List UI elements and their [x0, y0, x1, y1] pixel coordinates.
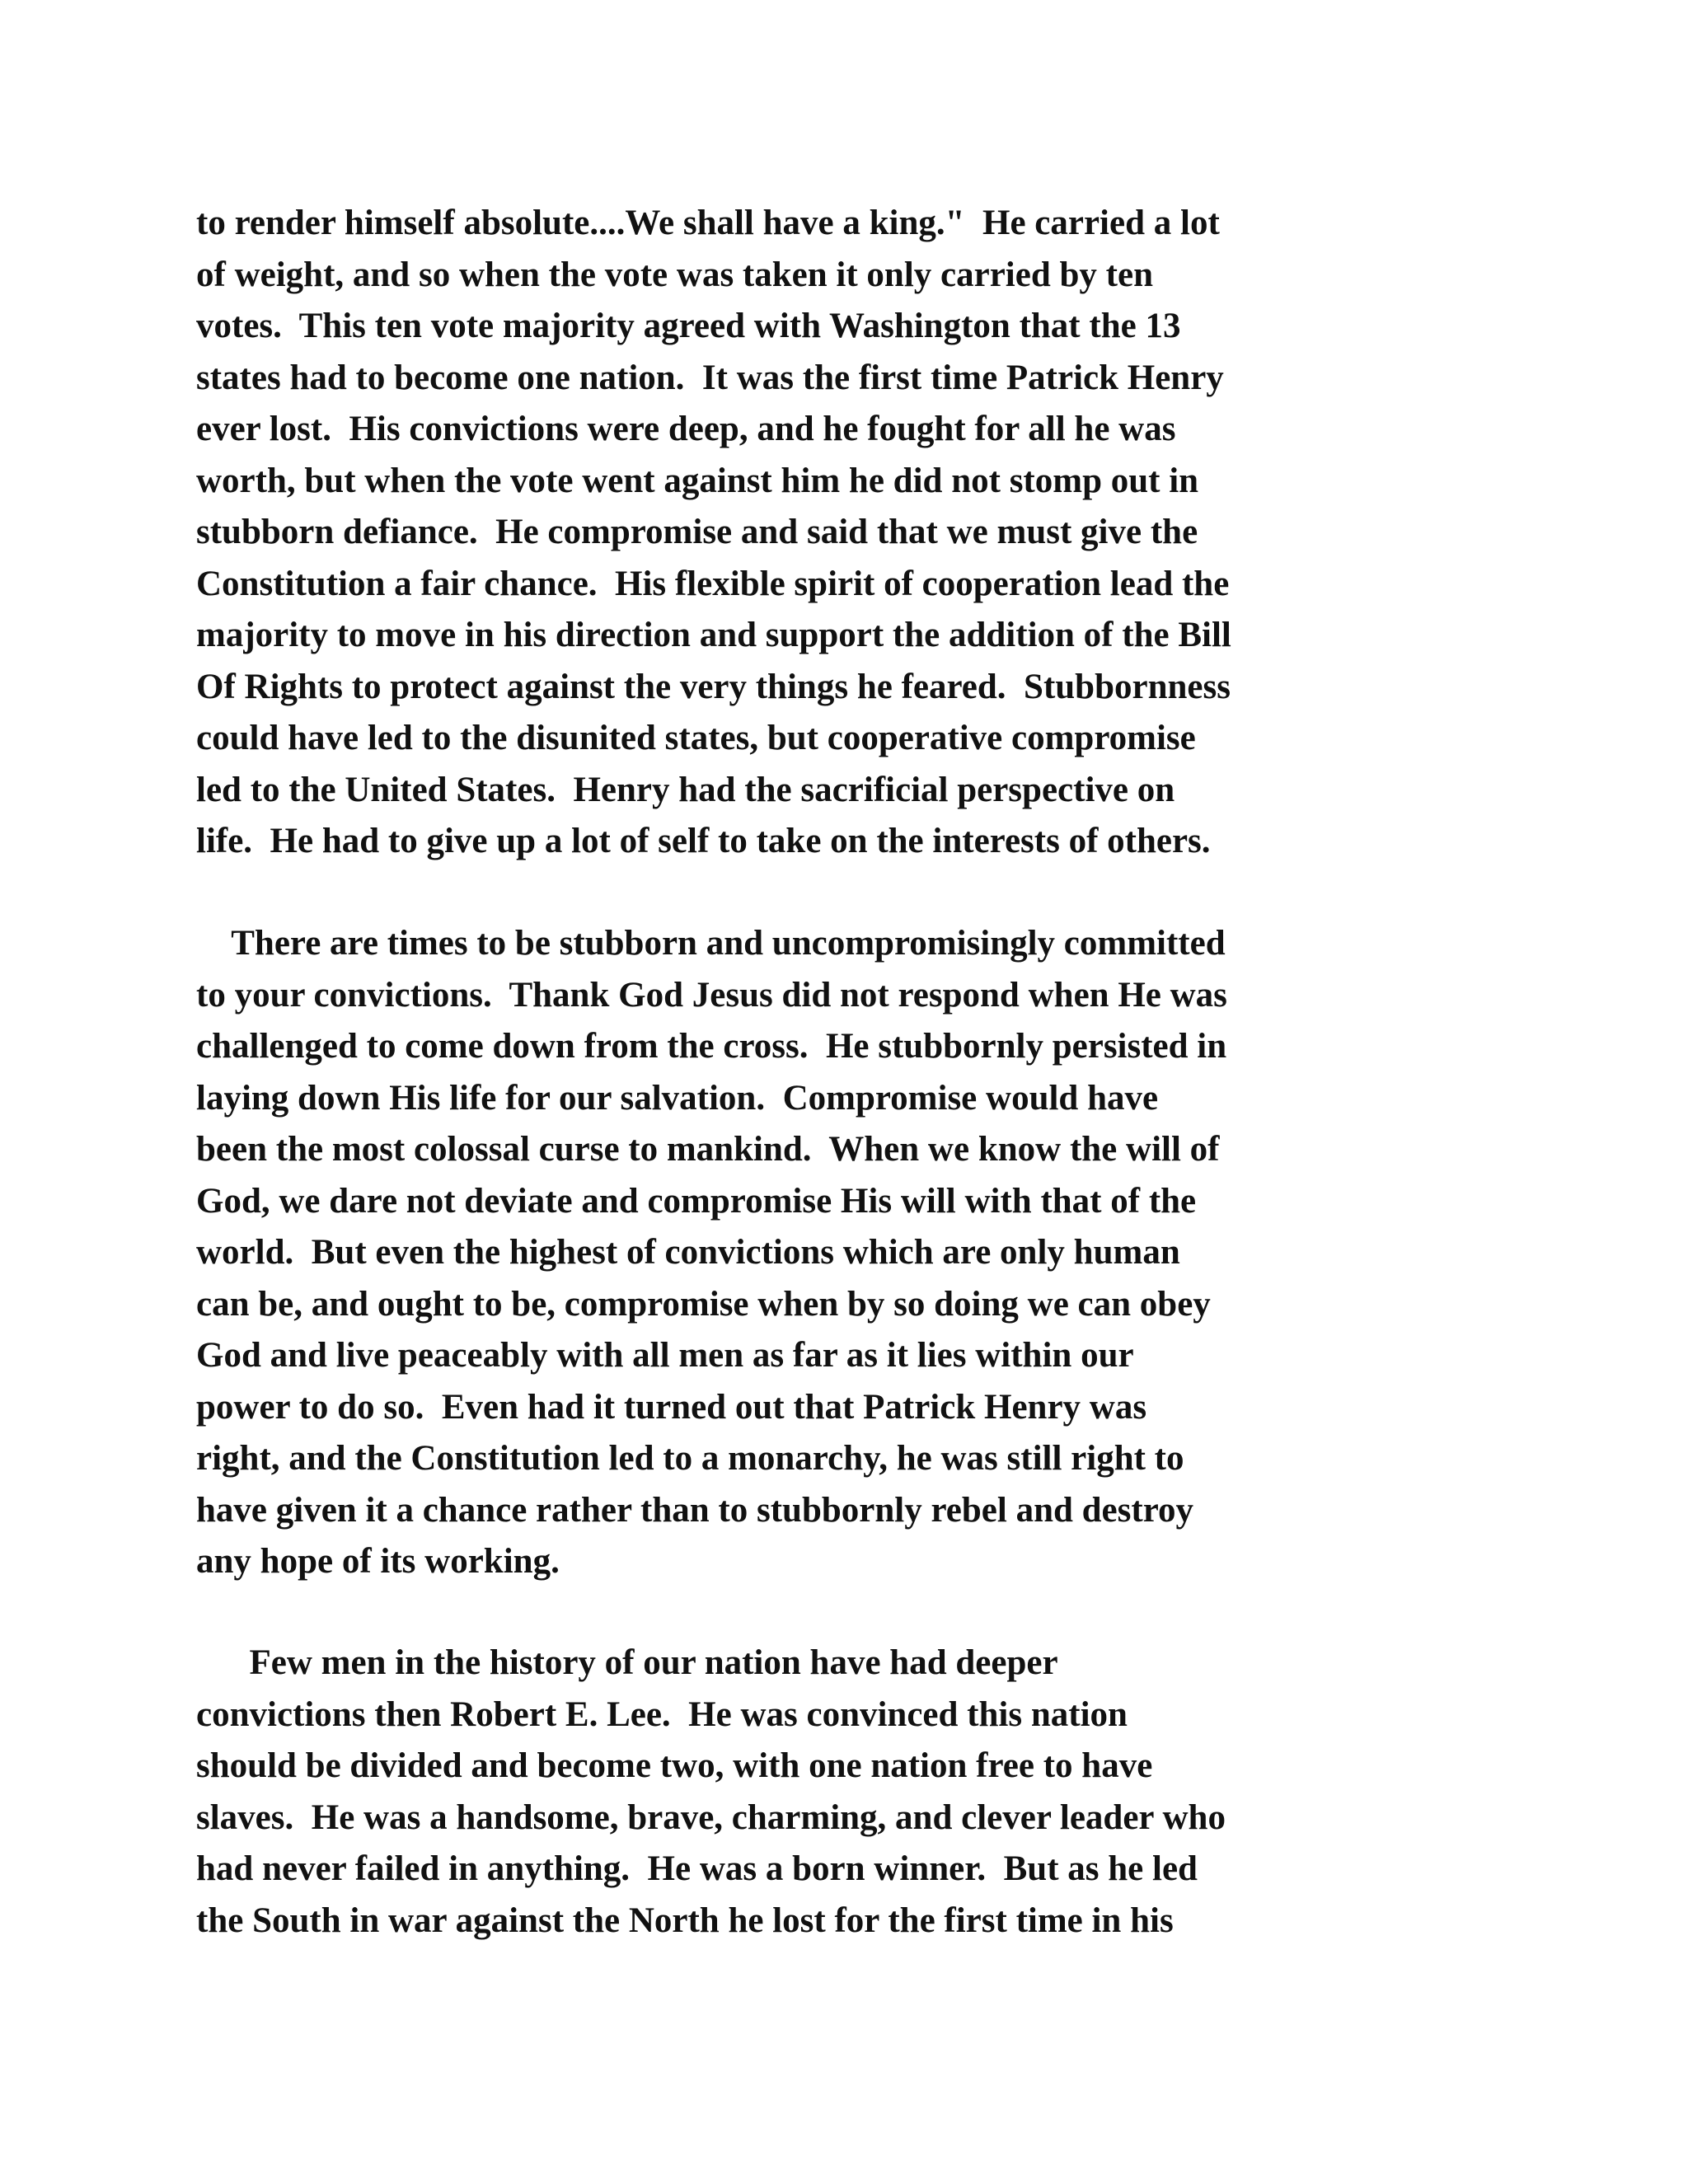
- text-line: God, we dare not deviate and compromise His will with that of the: [196, 1181, 1197, 1221]
- text-line: right, and the Constitution led to a monarchy, he was still right to: [196, 1439, 1184, 1478]
- paragraph-2: [196, 918, 1498, 1588]
- text-line: to render himself absolute....We shall have a king." He carried a lot: [196, 204, 1220, 242]
- text-line: life. He had to give up a lot of self to take on the interests of others.: [196, 822, 1211, 860]
- text-line: There are times to be stubborn and uncompromisingly committed: [196, 924, 1226, 963]
- text-line: the South in war against the North he lost for the first time in his: [196, 1900, 1174, 1940]
- text-line: Constitution a fair chance. His flexible spirit of cooperation lead the: [196, 564, 1230, 603]
- text-line: been the most colossal curse to mankind. When we know the will of: [196, 1130, 1220, 1169]
- text-line: slaves. He was a handsome, brave, charming, and clever leader who: [196, 1797, 1226, 1837]
- paragraph-3: [196, 1638, 1498, 1947]
- text-line: of weight, and so when the vote was taken it only carried by ten: [196, 255, 1153, 294]
- text-line: Of Rights to protect against the very things he feared. Stubbornness: [196, 667, 1231, 706]
- text-line: any hope of its working.: [196, 1542, 560, 1581]
- text-line: challenged to come down from the cross. He stubbornly persisted in: [196, 1027, 1227, 1066]
- text-line: can be, and ought to be, compromise when by so doing we can obey: [196, 1284, 1211, 1324]
- text-line: power to do so. Even had it turned out that Patrick Henry was: [196, 1387, 1147, 1427]
- text-line: Few men in the history of our nation have had deeper: [196, 1643, 1058, 1682]
- text-line: majority to move in his direction and support the addition of the Bill: [196, 616, 1231, 654]
- text-line: could have led to the disunited states, but cooperative compromise: [196, 719, 1196, 757]
- text-line: led to the United States. Henry had the sacrificial perspective on: [196, 770, 1175, 809]
- text-line: laying down His life for our salvation. Compromise would have: [196, 1078, 1159, 1118]
- text-line: worth, but when the vote went against him he did not stomp out in: [196, 461, 1199, 500]
- text-line: to your convictions. Thank God Jesus did not respond when He was: [196, 975, 1227, 1015]
- text-line: convictions then Robert E. Lee. He was convinced this nation: [196, 1694, 1128, 1734]
- text-line: ever lost. His convictions were deep, and he fought for all he was: [196, 410, 1176, 448]
- text-line: God and live peaceably with all men as far as it lies within our: [196, 1336, 1134, 1375]
- text-line: votes. This ten vote majority agreed with Washington that the 13: [196, 307, 1181, 345]
- text-line: states had to become one nation. It was the first time Patrick Henry: [196, 358, 1224, 397]
- text-line: have given it a chance rather than to stubbornly rebel and destroy: [196, 1490, 1194, 1530]
- text-line: world. But even the highest of convictions which are only human: [196, 1233, 1180, 1272]
- text-line: had never failed in anything. He was a born winner. But as he led: [196, 1849, 1198, 1888]
- paragraph-1: [196, 198, 1498, 868]
- text-line: should be divided and become two, with one nation free to have: [196, 1746, 1153, 1785]
- text-line: stubborn defiance. He compromise and said that we must give the: [196, 513, 1198, 551]
